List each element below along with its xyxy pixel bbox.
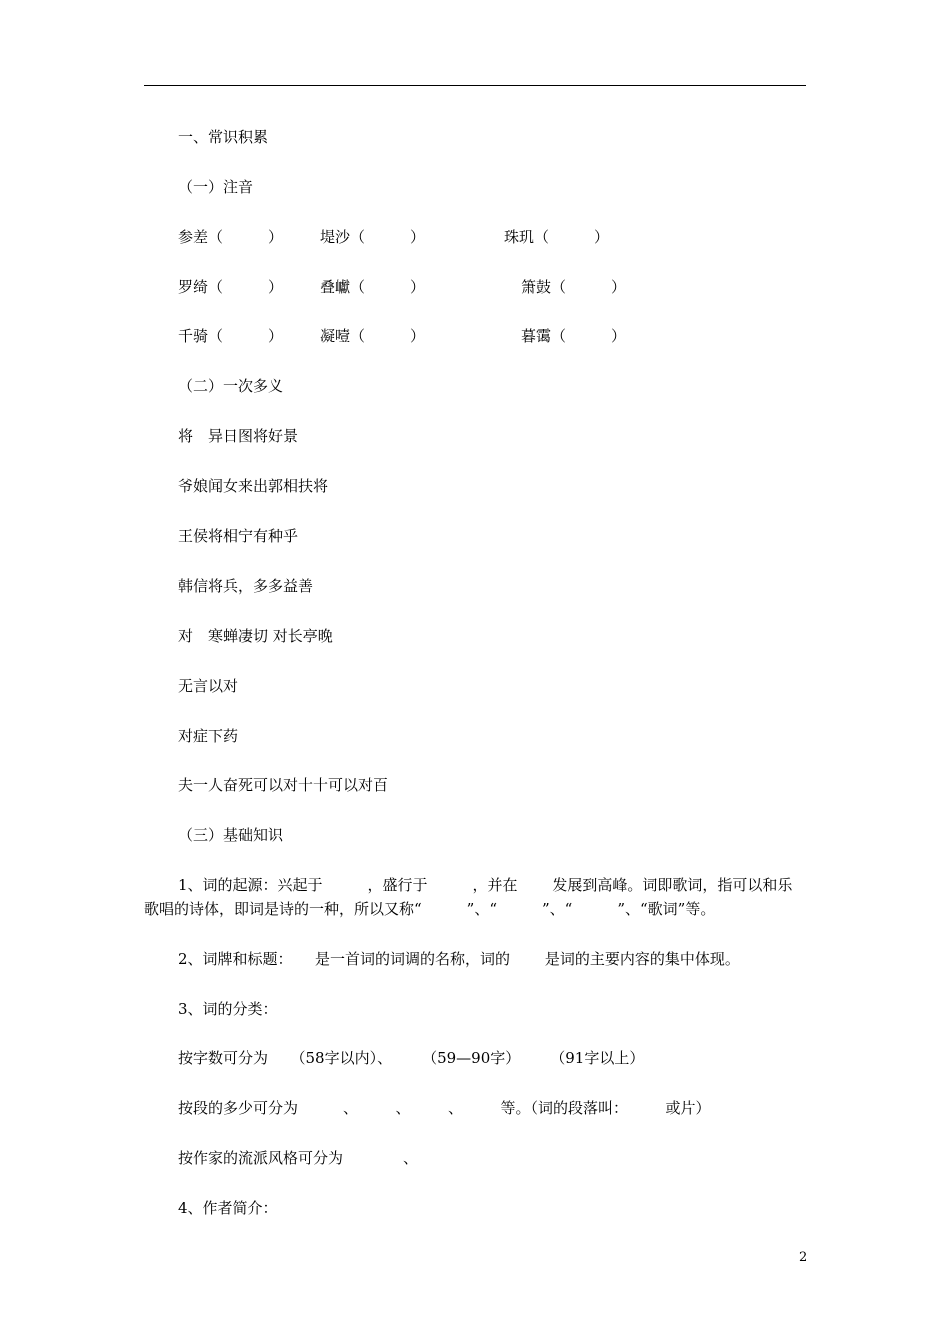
pinyin-item: 珠玑（ ）	[504, 228, 610, 246]
classification-by-sections: 按段的多少可分为 、 、 、 等。（词的段落叫： 或片）	[178, 1099, 711, 1117]
pinyin-item: 暮霭（ ）	[521, 327, 627, 345]
subsection-heading-polysemy: （二）一次多义	[178, 377, 284, 395]
pinyin-item: 堤沙（ ）	[320, 228, 426, 246]
polysemy-line: 王侯将相宁有种乎	[178, 527, 299, 545]
pinyin-item: 凝噎（ ）	[320, 327, 426, 345]
page-number: 2	[799, 1250, 808, 1265]
question-4: 4、作者简介：	[178, 1199, 278, 1217]
polysemy-line: 夫一人奋死可以对十十可以对百	[178, 776, 389, 794]
polysemy-line: 对 寒蝉凄切 对长亭晚	[178, 627, 333, 645]
polysemy-line: 无言以对	[178, 677, 239, 695]
pinyin-item: 箫鼓（ ）	[521, 278, 627, 296]
question-1-line-1: 1、词的起源：兴起于 ，盛行于 ，并在 发展到高峰。词即歌词，指可以和乐	[178, 876, 793, 894]
question-2: 2、词牌和标题： 是一首词的词调的名称，词的 是词的主要内容的集中体现。	[178, 950, 740, 968]
polysemy-line: 将 异日图将好景	[178, 427, 299, 445]
header-rule	[144, 85, 806, 86]
question-3: 3、词的分类：	[178, 1000, 278, 1018]
section-heading: 一、常识积累	[178, 128, 269, 146]
classification-by-style: 按作家的流派风格可分为 、	[178, 1149, 419, 1167]
question-1-line-2: 歌唱的诗体，即词是诗的一种，所以又称“ ”、“ ”、“ ”、“歌词”等。	[144, 900, 716, 918]
polysemy-line: 爷娘闻女来出郭相扶将	[178, 477, 329, 495]
pinyin-item: 千骑（ ）	[178, 327, 284, 345]
pinyin-item: 参差（ ）	[178, 228, 284, 246]
polysemy-line: 韩信将兵，多多益善	[178, 577, 314, 595]
pinyin-item: 罗绮（ ）	[178, 278, 284, 296]
subsection-heading-basics: （三）基础知识	[178, 826, 284, 844]
pinyin-item: 叠巘（ ）	[320, 278, 426, 296]
subsection-heading-pinyin: （一）注音	[178, 178, 254, 196]
polysemy-line: 对症下药	[178, 727, 239, 745]
classification-by-length: 按字数可分为 （58字以内）、 （59—90字） （91字以上）	[178, 1049, 645, 1067]
